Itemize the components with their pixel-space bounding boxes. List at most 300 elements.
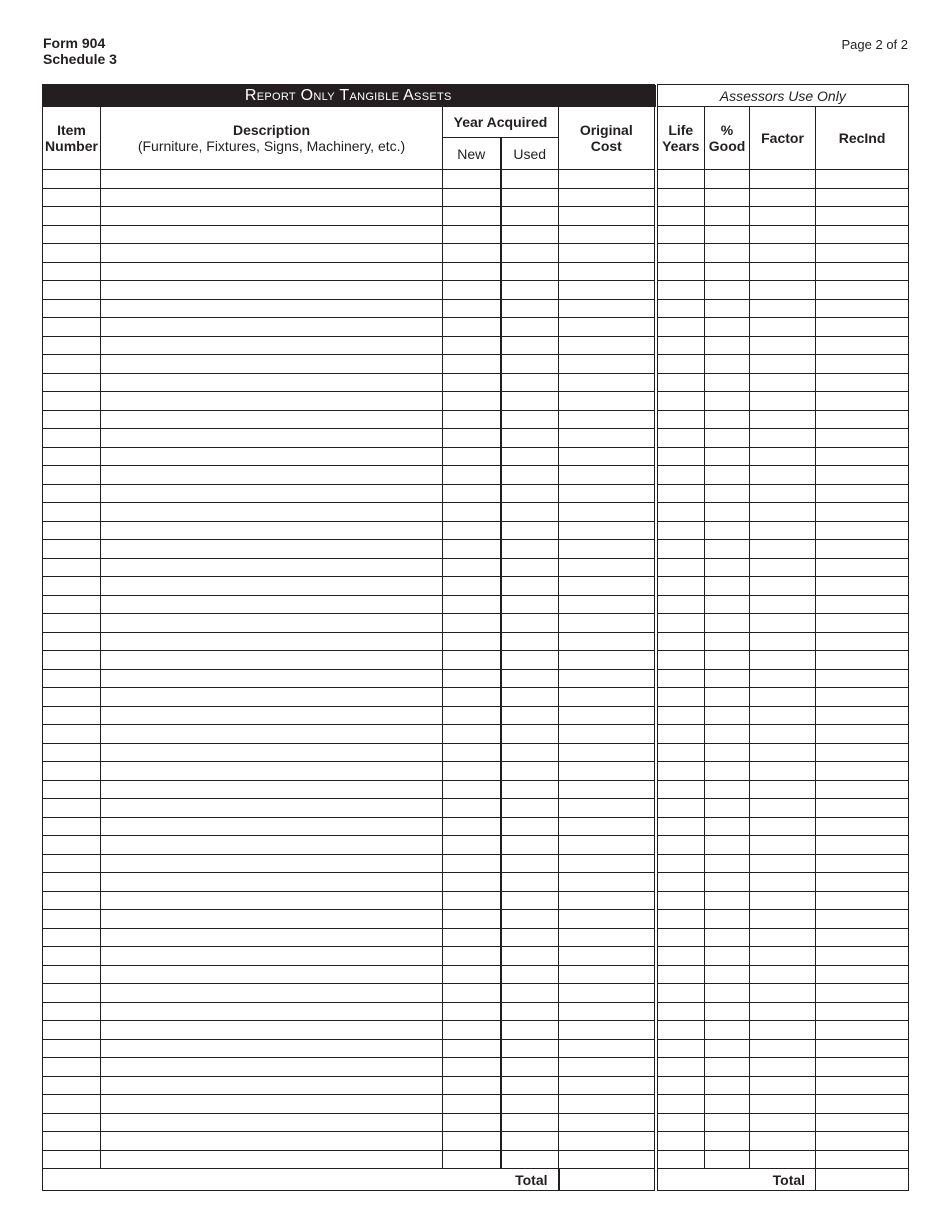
year-new-cell[interactable] bbox=[443, 762, 501, 781]
description-cell[interactable] bbox=[101, 854, 443, 873]
factor-cell[interactable] bbox=[750, 965, 816, 984]
original-cost-cell[interactable] bbox=[559, 281, 656, 300]
year-new-cell[interactable] bbox=[443, 1058, 501, 1077]
factor-cell[interactable] bbox=[750, 244, 816, 263]
recind-cell[interactable] bbox=[816, 558, 909, 577]
year-used-cell[interactable] bbox=[501, 373, 559, 392]
item-number-cell[interactable] bbox=[43, 373, 101, 392]
original-cost-cell[interactable] bbox=[559, 299, 656, 318]
year-used-cell[interactable] bbox=[501, 262, 559, 281]
original-cost-cell[interactable] bbox=[559, 392, 656, 411]
original-cost-cell[interactable] bbox=[559, 669, 656, 688]
item-number-cell[interactable] bbox=[43, 1076, 101, 1095]
life-years-cell[interactable] bbox=[656, 743, 705, 762]
description-cell[interactable] bbox=[101, 207, 443, 226]
percent-good-cell[interactable] bbox=[705, 355, 750, 374]
year-used-cell[interactable] bbox=[501, 540, 559, 559]
description-cell[interactable] bbox=[101, 632, 443, 651]
year-new-cell[interactable] bbox=[443, 614, 501, 633]
recind-cell[interactable] bbox=[816, 614, 909, 633]
year-used-cell[interactable] bbox=[501, 207, 559, 226]
year-used-cell[interactable] bbox=[501, 484, 559, 503]
life-years-cell[interactable] bbox=[656, 410, 705, 429]
percent-good-cell[interactable] bbox=[705, 336, 750, 355]
recind-cell[interactable] bbox=[816, 1150, 909, 1169]
year-new-cell[interactable] bbox=[443, 281, 501, 300]
item-number-cell[interactable] bbox=[43, 170, 101, 189]
life-years-cell[interactable] bbox=[656, 1039, 705, 1058]
original-cost-cell[interactable] bbox=[559, 651, 656, 670]
life-years-cell[interactable] bbox=[656, 799, 705, 818]
original-cost-cell[interactable] bbox=[559, 318, 656, 337]
year-used-cell[interactable] bbox=[501, 1076, 559, 1095]
percent-good-cell[interactable] bbox=[705, 780, 750, 799]
factor-cell[interactable] bbox=[750, 1021, 816, 1040]
year-used-cell[interactable] bbox=[501, 188, 559, 207]
year-new-cell[interactable] bbox=[443, 521, 501, 540]
recind-cell[interactable] bbox=[816, 373, 909, 392]
factor-cell[interactable] bbox=[750, 281, 816, 300]
percent-good-cell[interactable] bbox=[705, 410, 750, 429]
factor-cell[interactable] bbox=[750, 318, 816, 337]
recind-cell[interactable] bbox=[816, 688, 909, 707]
year-new-cell[interactable] bbox=[443, 1021, 501, 1040]
recind-cell[interactable] bbox=[816, 188, 909, 207]
recind-cell[interactable] bbox=[816, 1113, 909, 1132]
item-number-cell[interactable] bbox=[43, 836, 101, 855]
percent-good-cell[interactable] bbox=[705, 947, 750, 966]
description-cell[interactable] bbox=[101, 1058, 443, 1077]
year-new-cell[interactable] bbox=[443, 725, 501, 744]
recind-cell[interactable] bbox=[816, 910, 909, 929]
year-new-cell[interactable] bbox=[443, 299, 501, 318]
description-cell[interactable] bbox=[101, 706, 443, 725]
percent-good-cell[interactable] bbox=[705, 836, 750, 855]
item-number-cell[interactable] bbox=[43, 410, 101, 429]
year-new-cell[interactable] bbox=[443, 188, 501, 207]
year-used-cell[interactable] bbox=[501, 891, 559, 910]
factor-cell[interactable] bbox=[750, 225, 816, 244]
year-used-cell[interactable] bbox=[501, 577, 559, 596]
percent-good-cell[interactable] bbox=[705, 706, 750, 725]
description-cell[interactable] bbox=[101, 651, 443, 670]
year-new-cell[interactable] bbox=[443, 577, 501, 596]
life-years-cell[interactable] bbox=[656, 299, 705, 318]
year-used-cell[interactable] bbox=[501, 984, 559, 1003]
factor-cell[interactable] bbox=[750, 410, 816, 429]
description-cell[interactable] bbox=[101, 817, 443, 836]
description-cell[interactable] bbox=[101, 355, 443, 374]
recind-cell[interactable] bbox=[816, 947, 909, 966]
item-number-cell[interactable] bbox=[43, 188, 101, 207]
item-number-cell[interactable] bbox=[43, 1132, 101, 1151]
item-number-cell[interactable] bbox=[43, 540, 101, 559]
original-cost-cell[interactable] bbox=[559, 429, 656, 448]
year-used-cell[interactable] bbox=[501, 817, 559, 836]
original-cost-cell[interactable] bbox=[559, 817, 656, 836]
year-used-cell[interactable] bbox=[501, 410, 559, 429]
item-number-cell[interactable] bbox=[43, 873, 101, 892]
life-years-cell[interactable] bbox=[656, 1095, 705, 1114]
factor-cell[interactable] bbox=[750, 429, 816, 448]
life-years-cell[interactable] bbox=[656, 392, 705, 411]
year-new-cell[interactable] bbox=[443, 928, 501, 947]
recind-cell[interactable] bbox=[816, 466, 909, 485]
item-number-cell[interactable] bbox=[43, 725, 101, 744]
year-new-cell[interactable] bbox=[443, 429, 501, 448]
year-new-cell[interactable] bbox=[443, 244, 501, 263]
description-cell[interactable] bbox=[101, 1076, 443, 1095]
recind-cell[interactable] bbox=[816, 595, 909, 614]
factor-cell[interactable] bbox=[750, 836, 816, 855]
item-number-cell[interactable] bbox=[43, 262, 101, 281]
recind-cell[interactable] bbox=[816, 632, 909, 651]
life-years-cell[interactable] bbox=[656, 1002, 705, 1021]
recind-cell[interactable] bbox=[816, 392, 909, 411]
percent-good-cell[interactable] bbox=[705, 1132, 750, 1151]
year-used-cell[interactable] bbox=[501, 669, 559, 688]
year-new-cell[interactable] bbox=[443, 392, 501, 411]
item-number-cell[interactable] bbox=[43, 503, 101, 522]
recind-cell[interactable] bbox=[816, 1058, 909, 1077]
original-cost-cell[interactable] bbox=[559, 1132, 656, 1151]
year-new-cell[interactable] bbox=[443, 318, 501, 337]
item-number-cell[interactable] bbox=[43, 965, 101, 984]
description-cell[interactable] bbox=[101, 688, 443, 707]
life-years-cell[interactable] bbox=[656, 281, 705, 300]
year-used-cell[interactable] bbox=[501, 1002, 559, 1021]
percent-good-cell[interactable] bbox=[705, 965, 750, 984]
original-cost-cell[interactable] bbox=[559, 632, 656, 651]
year-new-cell[interactable] bbox=[443, 706, 501, 725]
original-cost-cell[interactable] bbox=[559, 447, 656, 466]
factor-cell[interactable] bbox=[750, 706, 816, 725]
factor-cell[interactable] bbox=[750, 854, 816, 873]
description-cell[interactable] bbox=[101, 429, 443, 448]
description-cell[interactable] bbox=[101, 281, 443, 300]
item-number-cell[interactable] bbox=[43, 1150, 101, 1169]
item-number-cell[interactable] bbox=[43, 429, 101, 448]
year-new-cell[interactable] bbox=[443, 780, 501, 799]
recind-cell[interactable] bbox=[816, 836, 909, 855]
life-years-cell[interactable] bbox=[656, 910, 705, 929]
percent-good-cell[interactable] bbox=[705, 447, 750, 466]
percent-good-cell[interactable] bbox=[705, 799, 750, 818]
original-cost-cell[interactable] bbox=[559, 373, 656, 392]
item-number-cell[interactable] bbox=[43, 299, 101, 318]
factor-cell[interactable] bbox=[750, 669, 816, 688]
percent-good-cell[interactable] bbox=[705, 262, 750, 281]
recind-cell[interactable] bbox=[816, 706, 909, 725]
item-number-cell[interactable] bbox=[43, 336, 101, 355]
percent-good-cell[interactable] bbox=[705, 558, 750, 577]
percent-good-cell[interactable] bbox=[705, 743, 750, 762]
recind-cell[interactable] bbox=[816, 244, 909, 263]
recind-cell[interactable] bbox=[816, 984, 909, 1003]
original-cost-cell[interactable] bbox=[559, 1039, 656, 1058]
life-years-cell[interactable] bbox=[656, 669, 705, 688]
life-years-cell[interactable] bbox=[656, 632, 705, 651]
year-used-cell[interactable] bbox=[501, 910, 559, 929]
factor-cell[interactable] bbox=[750, 447, 816, 466]
factor-cell[interactable] bbox=[750, 780, 816, 799]
description-cell[interactable] bbox=[101, 540, 443, 559]
percent-good-cell[interactable] bbox=[705, 1039, 750, 1058]
year-used-cell[interactable] bbox=[501, 780, 559, 799]
factor-cell[interactable] bbox=[750, 928, 816, 947]
recind-cell[interactable] bbox=[816, 1002, 909, 1021]
description-cell[interactable] bbox=[101, 1150, 443, 1169]
life-years-cell[interactable] bbox=[656, 1132, 705, 1151]
factor-cell[interactable] bbox=[750, 540, 816, 559]
year-used-cell[interactable] bbox=[501, 632, 559, 651]
item-number-cell[interactable] bbox=[43, 1021, 101, 1040]
year-used-cell[interactable] bbox=[501, 355, 559, 374]
life-years-cell[interactable] bbox=[656, 965, 705, 984]
original-cost-cell[interactable] bbox=[559, 799, 656, 818]
life-years-cell[interactable] bbox=[656, 262, 705, 281]
factor-cell[interactable] bbox=[750, 1132, 816, 1151]
recind-cell[interactable] bbox=[816, 503, 909, 522]
year-new-cell[interactable] bbox=[443, 373, 501, 392]
life-years-cell[interactable] bbox=[656, 836, 705, 855]
factor-cell[interactable] bbox=[750, 817, 816, 836]
factor-cell[interactable] bbox=[750, 188, 816, 207]
life-years-cell[interactable] bbox=[656, 577, 705, 596]
factor-cell[interactable] bbox=[750, 984, 816, 1003]
original-cost-cell[interactable] bbox=[559, 910, 656, 929]
year-used-cell[interactable] bbox=[501, 1058, 559, 1077]
original-cost-cell[interactable] bbox=[559, 262, 656, 281]
description-cell[interactable] bbox=[101, 984, 443, 1003]
life-years-cell[interactable] bbox=[656, 503, 705, 522]
description-cell[interactable] bbox=[101, 170, 443, 189]
original-cost-cell[interactable] bbox=[559, 928, 656, 947]
item-number-cell[interactable] bbox=[43, 854, 101, 873]
recind-cell[interactable] bbox=[816, 651, 909, 670]
year-used-cell[interactable] bbox=[501, 1095, 559, 1114]
description-cell[interactable] bbox=[101, 743, 443, 762]
life-years-cell[interactable] bbox=[656, 170, 705, 189]
year-used-cell[interactable] bbox=[501, 965, 559, 984]
factor-cell[interactable] bbox=[750, 762, 816, 781]
life-years-cell[interactable] bbox=[656, 947, 705, 966]
year-used-cell[interactable] bbox=[501, 1039, 559, 1058]
description-cell[interactable] bbox=[101, 669, 443, 688]
year-used-cell[interactable] bbox=[501, 281, 559, 300]
description-cell[interactable] bbox=[101, 595, 443, 614]
year-used-cell[interactable] bbox=[501, 466, 559, 485]
factor-cell[interactable] bbox=[750, 595, 816, 614]
year-used-cell[interactable] bbox=[501, 1113, 559, 1132]
percent-good-cell[interactable] bbox=[705, 484, 750, 503]
life-years-cell[interactable] bbox=[656, 447, 705, 466]
description-cell[interactable] bbox=[101, 188, 443, 207]
percent-good-cell[interactable] bbox=[705, 854, 750, 873]
life-years-cell[interactable] bbox=[656, 188, 705, 207]
item-number-cell[interactable] bbox=[43, 595, 101, 614]
life-years-cell[interactable] bbox=[656, 984, 705, 1003]
year-new-cell[interactable] bbox=[443, 984, 501, 1003]
factor-cell[interactable] bbox=[750, 262, 816, 281]
item-number-cell[interactable] bbox=[43, 743, 101, 762]
original-cost-cell[interactable] bbox=[559, 614, 656, 633]
factor-cell[interactable] bbox=[750, 558, 816, 577]
original-cost-cell[interactable] bbox=[559, 170, 656, 189]
recind-cell[interactable] bbox=[816, 928, 909, 947]
original-cost-cell[interactable] bbox=[559, 503, 656, 522]
item-number-cell[interactable] bbox=[43, 984, 101, 1003]
life-years-cell[interactable] bbox=[656, 1076, 705, 1095]
item-number-cell[interactable] bbox=[43, 632, 101, 651]
description-cell[interactable] bbox=[101, 373, 443, 392]
life-years-cell[interactable] bbox=[656, 688, 705, 707]
original-cost-cell[interactable] bbox=[559, 521, 656, 540]
year-used-cell[interactable] bbox=[501, 429, 559, 448]
life-years-cell[interactable] bbox=[656, 762, 705, 781]
year-new-cell[interactable] bbox=[443, 503, 501, 522]
item-number-cell[interactable] bbox=[43, 318, 101, 337]
year-new-cell[interactable] bbox=[443, 688, 501, 707]
description-cell[interactable] bbox=[101, 244, 443, 263]
percent-good-cell[interactable] bbox=[705, 503, 750, 522]
percent-good-cell[interactable] bbox=[705, 244, 750, 263]
year-used-cell[interactable] bbox=[501, 614, 559, 633]
original-cost-cell[interactable] bbox=[559, 1058, 656, 1077]
description-cell[interactable] bbox=[101, 1132, 443, 1151]
percent-good-cell[interactable] bbox=[705, 688, 750, 707]
life-years-cell[interactable] bbox=[656, 651, 705, 670]
description-cell[interactable] bbox=[101, 614, 443, 633]
year-new-cell[interactable] bbox=[443, 336, 501, 355]
description-cell[interactable] bbox=[101, 762, 443, 781]
percent-good-cell[interactable] bbox=[705, 891, 750, 910]
recind-cell[interactable] bbox=[816, 225, 909, 244]
year-used-cell[interactable] bbox=[501, 873, 559, 892]
life-years-cell[interactable] bbox=[656, 318, 705, 337]
year-new-cell[interactable] bbox=[443, 540, 501, 559]
percent-good-cell[interactable] bbox=[705, 1076, 750, 1095]
factor-cell[interactable] bbox=[750, 503, 816, 522]
recind-cell[interactable] bbox=[816, 799, 909, 818]
year-used-cell[interactable] bbox=[501, 558, 559, 577]
factor-cell[interactable] bbox=[750, 614, 816, 633]
recind-cell[interactable] bbox=[816, 577, 909, 596]
year-new-cell[interactable] bbox=[443, 854, 501, 873]
recind-cell[interactable] bbox=[816, 540, 909, 559]
life-years-cell[interactable] bbox=[656, 595, 705, 614]
year-used-cell[interactable] bbox=[501, 947, 559, 966]
description-cell[interactable] bbox=[101, 318, 443, 337]
percent-good-cell[interactable] bbox=[705, 928, 750, 947]
recind-cell[interactable] bbox=[816, 410, 909, 429]
percent-good-cell[interactable] bbox=[705, 207, 750, 226]
recind-cell[interactable] bbox=[816, 1021, 909, 1040]
description-cell[interactable] bbox=[101, 558, 443, 577]
item-number-cell[interactable] bbox=[43, 780, 101, 799]
factor-cell[interactable] bbox=[750, 632, 816, 651]
factor-cell[interactable] bbox=[750, 577, 816, 596]
life-years-cell[interactable] bbox=[656, 558, 705, 577]
description-cell[interactable] bbox=[101, 1039, 443, 1058]
percent-good-cell[interactable] bbox=[705, 299, 750, 318]
factor-cell[interactable] bbox=[750, 891, 816, 910]
original-cost-cell[interactable] bbox=[559, 1113, 656, 1132]
factor-cell[interactable] bbox=[750, 799, 816, 818]
factor-cell[interactable] bbox=[750, 207, 816, 226]
item-number-cell[interactable] bbox=[43, 762, 101, 781]
description-cell[interactable] bbox=[101, 447, 443, 466]
recind-cell[interactable] bbox=[816, 817, 909, 836]
original-cost-cell[interactable] bbox=[559, 540, 656, 559]
percent-good-cell[interactable] bbox=[705, 817, 750, 836]
recind-cell[interactable] bbox=[816, 1132, 909, 1151]
item-number-cell[interactable] bbox=[43, 910, 101, 929]
original-cost-cell[interactable] bbox=[559, 873, 656, 892]
year-new-cell[interactable] bbox=[443, 651, 501, 670]
life-years-cell[interactable] bbox=[656, 429, 705, 448]
year-new-cell[interactable] bbox=[443, 910, 501, 929]
item-number-cell[interactable] bbox=[43, 558, 101, 577]
recind-cell[interactable] bbox=[816, 207, 909, 226]
description-cell[interactable] bbox=[101, 225, 443, 244]
year-new-cell[interactable] bbox=[443, 947, 501, 966]
life-years-cell[interactable] bbox=[656, 207, 705, 226]
factor-cell[interactable] bbox=[750, 1002, 816, 1021]
item-number-cell[interactable] bbox=[43, 355, 101, 374]
percent-good-cell[interactable] bbox=[705, 984, 750, 1003]
description-cell[interactable] bbox=[101, 521, 443, 540]
original-cost-cell[interactable] bbox=[559, 410, 656, 429]
description-cell[interactable] bbox=[101, 780, 443, 799]
factor-cell[interactable] bbox=[750, 725, 816, 744]
original-cost-cell[interactable] bbox=[559, 1150, 656, 1169]
factor-cell[interactable] bbox=[750, 1095, 816, 1114]
year-new-cell[interactable] bbox=[443, 799, 501, 818]
year-used-cell[interactable] bbox=[501, 928, 559, 947]
recind-cell[interactable] bbox=[816, 318, 909, 337]
original-cost-cell[interactable] bbox=[559, 780, 656, 799]
factor-cell[interactable] bbox=[750, 336, 816, 355]
percent-good-cell[interactable] bbox=[705, 392, 750, 411]
percent-good-cell[interactable] bbox=[705, 188, 750, 207]
description-cell[interactable] bbox=[101, 1113, 443, 1132]
description-cell[interactable] bbox=[101, 873, 443, 892]
year-new-cell[interactable] bbox=[443, 262, 501, 281]
description-cell[interactable] bbox=[101, 410, 443, 429]
year-new-cell[interactable] bbox=[443, 965, 501, 984]
year-new-cell[interactable] bbox=[443, 873, 501, 892]
original-cost-cell[interactable] bbox=[559, 484, 656, 503]
life-years-cell[interactable] bbox=[656, 225, 705, 244]
recind-cell[interactable] bbox=[816, 854, 909, 873]
life-years-cell[interactable] bbox=[656, 521, 705, 540]
recind-cell[interactable] bbox=[816, 299, 909, 318]
description-cell[interactable] bbox=[101, 299, 443, 318]
year-new-cell[interactable] bbox=[443, 447, 501, 466]
year-used-cell[interactable] bbox=[501, 503, 559, 522]
percent-good-cell[interactable] bbox=[705, 873, 750, 892]
year-used-cell[interactable] bbox=[501, 336, 559, 355]
year-new-cell[interactable] bbox=[443, 1002, 501, 1021]
original-cost-cell[interactable] bbox=[559, 577, 656, 596]
original-cost-cell[interactable] bbox=[559, 336, 656, 355]
year-new-cell[interactable] bbox=[443, 1113, 501, 1132]
factor-cell[interactable] bbox=[750, 1150, 816, 1169]
original-cost-cell[interactable] bbox=[559, 244, 656, 263]
year-used-cell[interactable] bbox=[501, 225, 559, 244]
life-years-cell[interactable] bbox=[656, 854, 705, 873]
